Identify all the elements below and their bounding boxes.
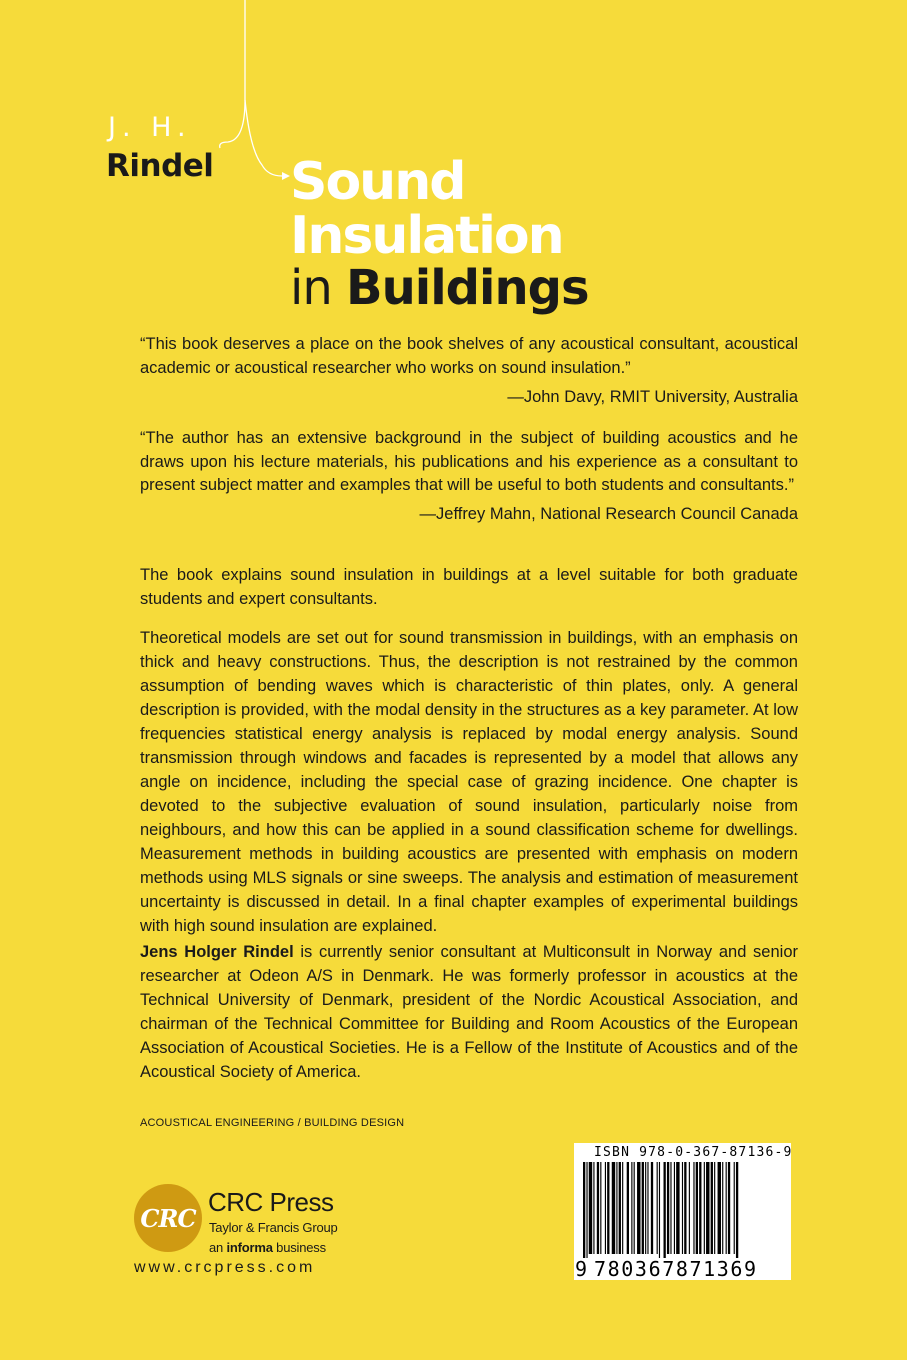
barcode-bar: [622, 1162, 623, 1254]
description-paragraph-1: The book explains sound insulation in buildings at a level suitable for both graduate students and expert consultants.: [140, 566, 798, 608]
barcode-bar: [637, 1162, 640, 1254]
barcode-bar: [612, 1162, 615, 1254]
barcode-bar: [605, 1162, 606, 1254]
review-attribution-1: —John Davy, RMIT University, Australia: [507, 388, 798, 406]
barcode-bar: [647, 1162, 648, 1254]
publisher-name: CRC Press: [208, 1187, 334, 1217]
barcode-bar: [722, 1162, 723, 1254]
barcode-bar: [627, 1162, 629, 1254]
subject-category: ACOUSTICAL ENGINEERING / BUILDING DESIGN: [140, 1117, 405, 1129]
barcode-bar: [674, 1162, 675, 1254]
title-line-1: Sound: [290, 152, 465, 212]
barcode-bar: [706, 1162, 709, 1254]
barcode-bar: [657, 1162, 658, 1254]
barcode-bar: [607, 1162, 609, 1254]
publisher-tagline: [209, 1240, 326, 1255]
barcode-bar: [651, 1162, 653, 1254]
barcode-bar: [684, 1162, 686, 1254]
barcode-bar: [642, 1162, 644, 1254]
ean-digits: 780367871369: [594, 1257, 758, 1281]
publisher-url: www.crcpress.com: [134, 1259, 316, 1276]
author-last-name: Rindel: [106, 148, 214, 184]
title-line-3: [290, 260, 589, 316]
barcode-bar: [699, 1162, 701, 1254]
barcode-bar: [645, 1162, 646, 1254]
barcode-bar: [600, 1162, 601, 1254]
title-line-3-main: Buildings: [346, 260, 589, 316]
publisher-tagline-brand: informa: [226, 1240, 273, 1255]
barcode-bar: [616, 1162, 617, 1254]
barcode-bar: [586, 1162, 587, 1258]
barcode-bar: [583, 1162, 585, 1258]
barcode-bar: [714, 1162, 715, 1254]
title-line-3-prefix: in: [290, 260, 347, 316]
barcode-bar: [593, 1162, 594, 1254]
barcode-bar: [682, 1162, 683, 1254]
barcode-bar: [676, 1162, 679, 1254]
review-attribution-2: —Jeffrey Mahn, National Research Council Canada: [419, 505, 798, 523]
crc-logo-icon: [134, 1184, 202, 1252]
author-bio: [140, 940, 798, 1084]
barcode-bar: [728, 1162, 730, 1254]
barcode-bar: [718, 1162, 721, 1254]
crc-logo-text: CRC: [140, 1203, 196, 1233]
barcode-bar: [659, 1162, 660, 1258]
publisher-group: Taylor & Francis Group: [209, 1220, 338, 1235]
author-bio-name: Jens Holger Rindel: [140, 943, 294, 961]
ean-first-digit: 9: [575, 1257, 588, 1281]
barcode-bar: [726, 1162, 727, 1254]
barcode-bar: [634, 1162, 635, 1254]
review-quote-2: “The author has an extensive background in the subject of building acoustics and he draws upon his lecture materials, his publications and his experience as a consultant to present subject matter and examples that will be useful to both students and consultants.”: [140, 429, 798, 494]
barcode-bar: [693, 1162, 694, 1254]
isbn-text: ISBN 978-0-367-87136-9: [594, 1145, 793, 1160]
review-quote-1: “This book deserves a place on the book shelves of any acoustical consultant, acoustical academic or acoustical researcher who works on sound insulation.”: [140, 335, 798, 377]
author-bio-text: is currently senior consultant at Multiconsult in Norway and senior researcher at Odeon A/S in Denmark. He was formerly professor in acoustics at the Technical University of Denmark, president of the Nordic Acoustical Association, and chairman of the Technical Committee for Building and Room Acoustics of the European Association of Acoustical Societies. He is a Fellow of the Institute of Acoustics and of the Acoustical Society of America.: [140, 943, 799, 1081]
barcode-bar: [619, 1162, 621, 1254]
barcode-bar: [667, 1162, 669, 1254]
barcode-bar: [689, 1162, 690, 1254]
barcode-bar: [734, 1162, 735, 1254]
barcode-bar: [597, 1162, 599, 1254]
barcode-bar: [631, 1162, 632, 1254]
barcode-bar: [711, 1162, 713, 1254]
barcode-bars: [583, 1162, 783, 1258]
author-initials: J. H.: [108, 112, 192, 143]
publisher-tagline-suffix: business: [272, 1240, 326, 1255]
title-line-2: Insulation: [290, 206, 563, 266]
publisher-tagline-prefix: an: [209, 1240, 227, 1255]
barcode-bar: [736, 1162, 738, 1258]
barcode-bar: [704, 1162, 705, 1254]
barcode-bar: [589, 1162, 592, 1254]
description-paragraph-2: Theoretical models are set out for sound transmission in buildings, with an emphasis on thick and heavy constructions. Thus, the description is not restrained by the common assumption of bending waves which is characteristic of thin plates, only. A general description is provided, with the modal density in the structures as a key parameter. At low frequencies statistical energy analysis is replaced by modal energy analysis. Sound transmission through windows and facades is represented by a model that allows any angle on incidence, including the special case of grazing incidence. One chapter is devoted to the subjective evaluation of sound insulation, particularly noise from neighbours, and how this can be applied in a sound classification scheme for dwellings. Measurement methods in building acoustics are presented with emphasis on modern methods using MLS signals or sine sweeps. The analysis and estimation of measurement uncertainty is discussed in detail. In a final chapter examples of experimental buildings with high sound insulation are explained.: [140, 629, 798, 935]
barcode-bar: [696, 1162, 698, 1254]
barcode-bar: [664, 1162, 666, 1258]
barcode-bar: [670, 1162, 671, 1254]
